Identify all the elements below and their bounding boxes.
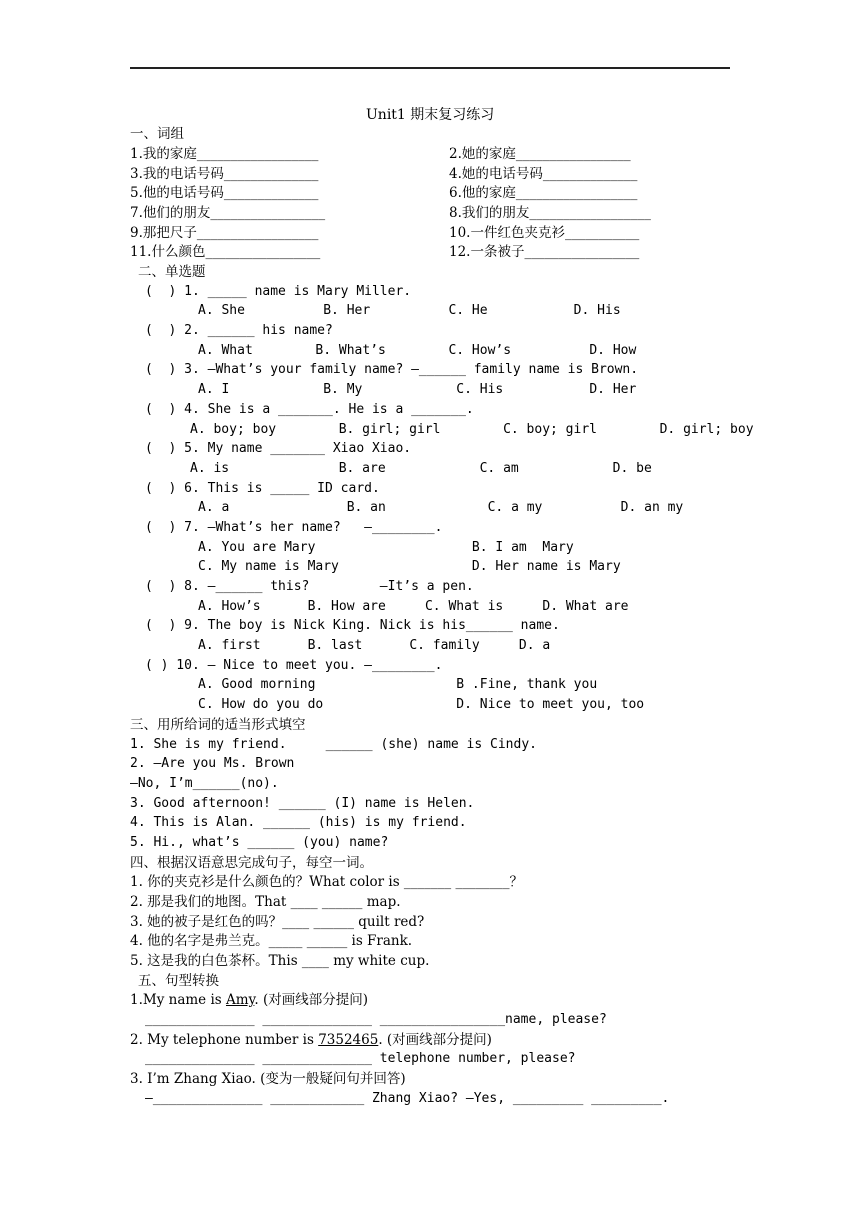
phrase-item: 7.他们的朋友_________________ xyxy=(130,205,326,221)
phrase-item: 3.我的电话号码______________ xyxy=(130,166,319,182)
options-line: A. What B. What’s C. How’s D. How xyxy=(198,343,637,358)
section-2-heading: 二、单选题 xyxy=(138,264,206,280)
question-line: ( ) 4. She is a _______. He is a _______. xyxy=(145,402,474,417)
question-line: ( ) 6. This is _____ ID card. xyxy=(145,481,380,496)
options-line: A. She B. Her C. He D. His xyxy=(198,303,621,318)
options-line: A. Good morning B .Fine, thank you xyxy=(198,677,598,692)
fill-line: 1. She is my friend. ______ (she) name is Cindy. xyxy=(130,737,537,752)
instruction: . (对画线部分提问) xyxy=(378,1032,492,1048)
translate-line: 3. 她的被子是红色的吗？____ ______ quilt red? xyxy=(130,914,425,930)
translate-line: 5. 这是我的白色茶杯。This ____ my white cup. xyxy=(130,953,430,969)
section-4-heading: 四、根据汉语意思完成句子，每空一词。 xyxy=(130,855,373,871)
phrase-item: 10.一件红色夹克衫___________ xyxy=(449,225,640,241)
options-line: A. first B. last C. family D. a xyxy=(198,638,551,653)
phrase-item: 11.什么颜色_________________ xyxy=(130,244,321,260)
question-line: ( ) 10. — Nice to meet you. —________. xyxy=(145,658,443,673)
options-line: A. a B. an C. a my D. an my xyxy=(198,500,684,515)
question-line: ( ) 2. ______ his name? xyxy=(145,323,333,338)
question-line: ( ) 8. —______ this? —It’s a pen. xyxy=(145,579,474,594)
phrase-item: 5.他的电话号码______________ xyxy=(130,185,319,201)
phrase-item: 9.那把尺子__________________ xyxy=(130,225,319,241)
section-3-heading: 三、用所给词的适当形式填空 xyxy=(130,717,306,733)
fill-line: 2. —Are you Ms. Brown xyxy=(130,756,295,771)
phrase-item: 8.我们的朋友__________________ xyxy=(449,205,651,221)
fill-line: 3. Good afternoon! ______ (I) name is Helen. xyxy=(130,796,475,811)
instruction: . (对画线部分提问) xyxy=(254,992,368,1008)
question-line: ( ) 7. —What’s her name? —________. xyxy=(145,520,443,535)
options-line: A. boy; boy B. girl; girl C. boy; girl D. girl; boy xyxy=(190,422,754,437)
section-5-heading: 五、句型转换 xyxy=(138,973,219,989)
question-line: ( ) 9. The boy is Nick King. Nick is his______ name. xyxy=(145,618,560,633)
phrase-item: 4.她的电话号码______________ xyxy=(449,166,638,182)
options-line: A. You are Mary B. I am Mary xyxy=(198,540,574,555)
question-text: 2. My telephone number is xyxy=(130,1032,319,1048)
fill-line: 5. Hi., what’s ______ (you) name? xyxy=(130,835,389,850)
section-1-heading: 一、词组 xyxy=(130,126,184,142)
fill-line: 4. This is Alan. ______ (his) is my friend. xyxy=(130,815,467,830)
question-line: ( ) 1. _____ name is Mary Miller. xyxy=(145,284,412,299)
top-rule xyxy=(130,67,730,69)
phrase-item: 6.他的家庭__________________ xyxy=(449,185,638,201)
options-line: C. My name is Mary D. Her name is Mary xyxy=(198,559,621,574)
transform-question xyxy=(130,1031,492,1049)
transform-question xyxy=(130,991,368,1009)
answer-line: ______________ ______________ telephone number, please? xyxy=(145,1051,576,1066)
options-line: A. I B. My C. His D. Her xyxy=(198,382,637,397)
phrase-item: 12.一条被子_________________ xyxy=(449,244,640,260)
options-line: A. is B. are C. am D. be xyxy=(190,461,652,476)
underlined-word: 7352465 xyxy=(318,1032,379,1048)
options-line: C. How do you do D. Nice to meet you, too xyxy=(198,697,645,712)
fill-line: —No, I’m______(no). xyxy=(130,776,279,791)
translate-line: 1. 你的夹克衫是什么颜色的？What color is _______ ________？ xyxy=(130,874,523,890)
answer-line: —______________ ____________ Zhang Xiao? —Yes, _________ _________. xyxy=(145,1091,670,1106)
transform-question: 3. I’m Zhang Xiao. (变为一般疑问句并回答) xyxy=(130,1071,406,1087)
phrase-item: 1.我的家庭__________________ xyxy=(130,146,319,162)
options-line: A. How’s B. How are C. What is D. What are xyxy=(198,599,629,614)
page-title: Unit1 期末复习练习 xyxy=(366,107,495,123)
question-text: 1.My name is xyxy=(130,992,226,1008)
translate-line: 4. 他的名字是弗兰克。_____ ______ is Frank. xyxy=(130,933,413,949)
translate-line: 2. 那是我们的地图。That ____ ______ map. xyxy=(130,894,401,910)
underlined-word: Amy xyxy=(225,992,255,1008)
question-line: ( ) 5. My name _______ Xiao Xiao. xyxy=(145,441,412,456)
phrase-item: 2.她的家庭_________________ xyxy=(449,146,631,162)
question-line: ( ) 3. —What’s your family name? —______ family name is Brown. xyxy=(145,362,639,377)
answer-line: ______________ ______________ ________________name, please? xyxy=(145,1012,607,1027)
